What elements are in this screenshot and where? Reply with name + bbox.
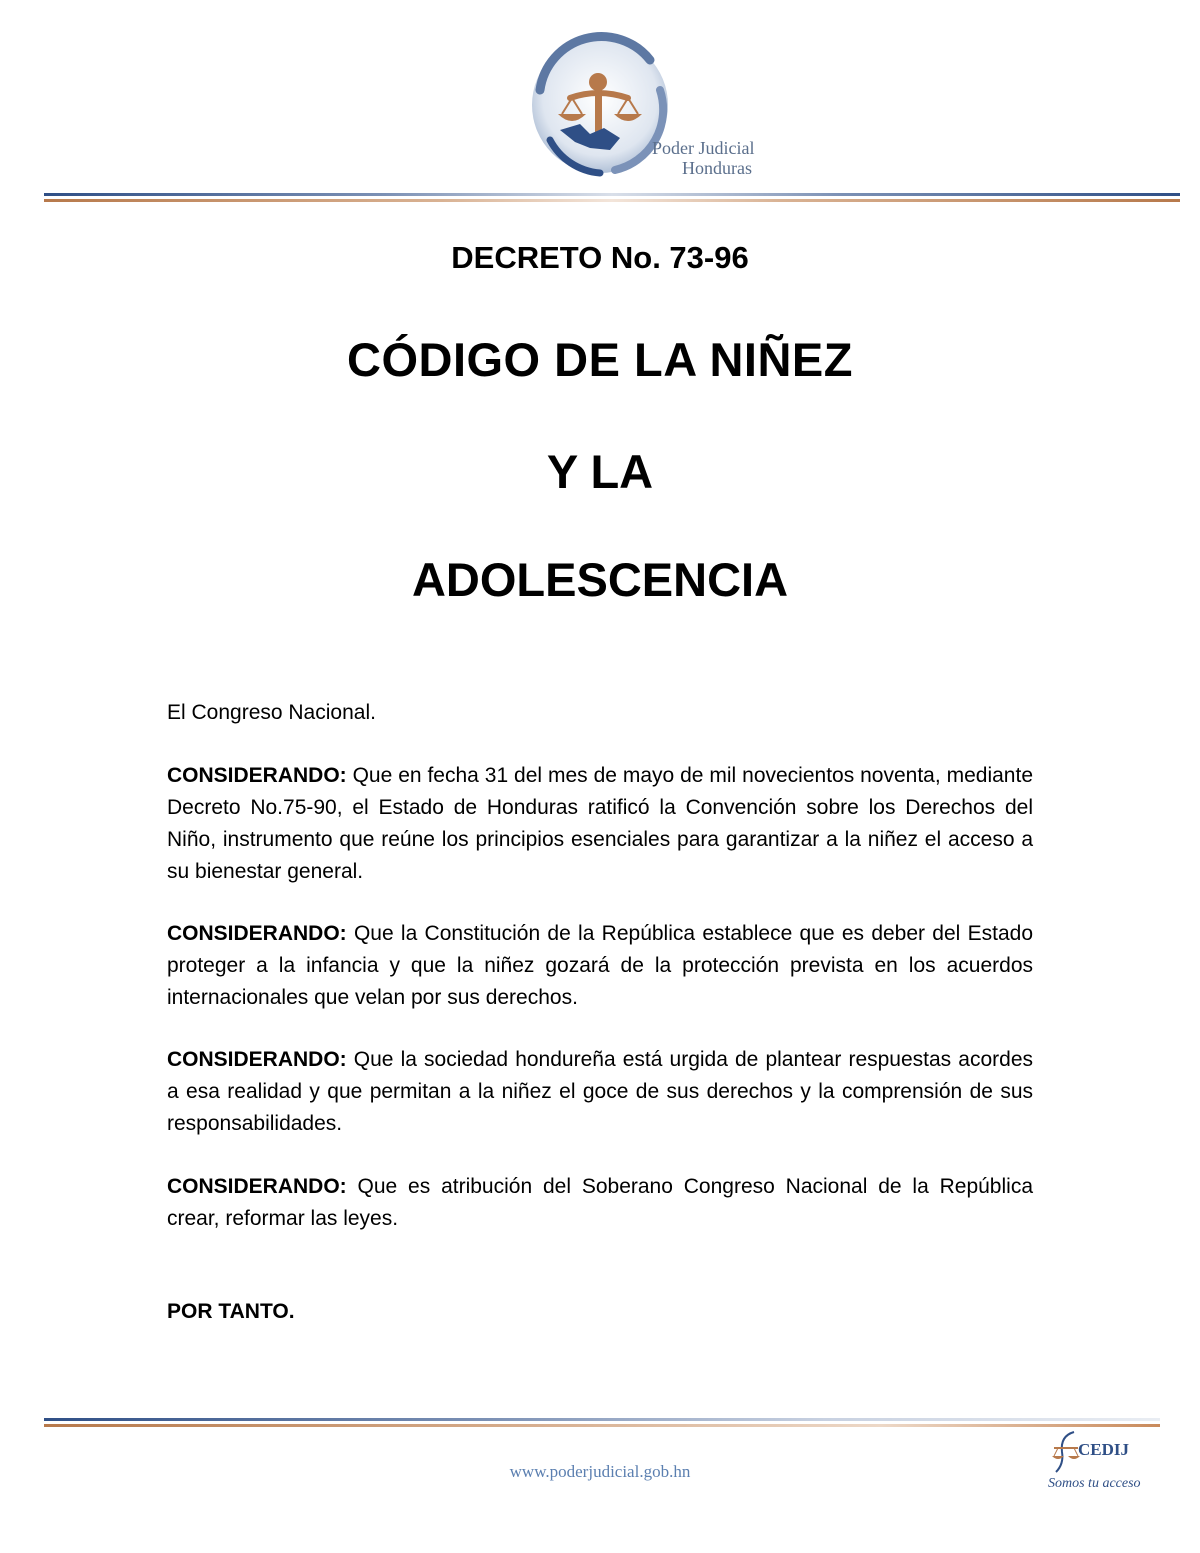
closing-por-tanto: POR TANTO. [167, 1300, 295, 1323]
considerando-text: Que la sociedad hondureña está urgida de plantear respuestas acordes a esa realidad y que permitan a la niñez el goce de sus derechos y la comprensión de sus responsabilidades. [167, 1048, 1033, 1135]
considerando-label: CONSIDERANDO: [167, 764, 347, 787]
considerando-text: Que es atribución del Soberano Congreso Nacional de la República crear, reformar las leyes. [167, 1175, 1033, 1230]
considerando-text: Que la Constitución de la República establece que es deber del Estado proteger a la infancia y que la niñez gozará de la protección prevista en los acuerdos internacionales que velan por sus derechos. [167, 922, 1033, 1009]
footer-rule-bronze [44, 1424, 1160, 1427]
footer-rule-blue [44, 1418, 1160, 1421]
considerando-label: CONSIDERANDO: [167, 922, 347, 945]
logo-line2: Honduras [682, 158, 752, 178]
considerando-paragraph-3 [167, 1044, 1033, 1140]
considerando-label: CONSIDERANDO: [167, 1048, 347, 1071]
considerando-paragraph-2 [167, 918, 1033, 1014]
cedij-tagline: Somos tu acceso [1048, 1476, 1141, 1491]
considerando-paragraph-4 [167, 1171, 1033, 1235]
considerando-paragraph-1 [167, 760, 1033, 888]
footer-website-link[interactable]: www.poderjudicial.gob.hn [509, 1462, 691, 1481]
title-line2: Y LA [546, 445, 654, 498]
cedij-name: CEDIJ [1078, 1440, 1130, 1459]
decree-number: DECRETO No. 73-96 [451, 240, 749, 275]
logo-text [652, 138, 754, 178]
header-rule-blue [44, 193, 1180, 196]
considerando-label: CONSIDERANDO: [167, 1175, 347, 1198]
header-rule-bronze [44, 199, 1180, 202]
title-line1: CÓDIGO DE LA NIÑEZ [347, 333, 853, 386]
logo-line1: Poder Judicial [652, 138, 755, 158]
cedij-logo [1044, 1424, 1164, 1504]
considerando-text: Que en fecha 31 del mes de mayo de mil novecientos noventa, mediante Decreto No.75-90, el Estado de Honduras ratificó la Convención sobre los Derechos del Niño, instrumento que reúne los principios esenciales para garantizar a la niñez el acceso a su bienestar general. [167, 764, 1033, 883]
title-line3: ADOLESCENCIA [411, 553, 789, 606]
intro-paragraph: El Congreso Nacional. [167, 701, 376, 724]
poder-judicial-logo [520, 30, 780, 190]
